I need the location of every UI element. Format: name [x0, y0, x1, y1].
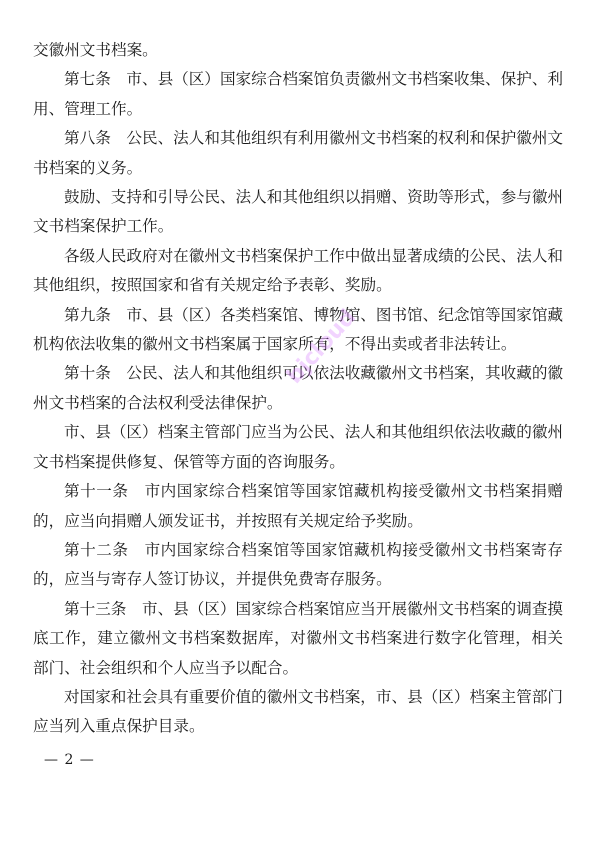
paragraph: 第十一条 市内国家综合档案馆等国家馆藏机构接受徽州文书档案捐赠的，应当向捐赠人颁发证书，并按照有关规定给予奖励。: [33, 482, 563, 530]
paragraph: 第十条 公民、法人和其他组织可以依法收藏徽州文书档案，其收藏的徽州文书档案的合法权利受法律保护。: [33, 364, 564, 412]
paragraph: 第七条 市、县（区）国家综合档案馆负责徽州文书档案收集、保护、利用、管理工作。: [33, 70, 564, 118]
paragraph: 市、县（区）档案主管部门应当为公民、法人和其他组织依法收藏的徽州文书档案提供修复、保管等方面的咨询服务。: [33, 423, 564, 471]
paragraph: 第八条 公民、法人和其他组织有利用徽州文书档案的权利和保护徽州文书档案的义务。: [33, 129, 564, 177]
page-number: — 2 —: [44, 752, 95, 768]
paragraph: 鼓励、支持和引导公民、法人和其他组织以捐赠、资助等形式，参与徽州文书档案保护工作。: [33, 188, 564, 236]
paragraph: 第十二条 市内国家综合档案馆等国家馆藏机构接受徽州文书档案寄存的，应当与寄存人签订协议，并提供免费寄存服务。: [33, 540, 563, 589]
paragraph: 对国家和社会具有重要价值的徽州文书档案，市、县（区）档案主管部门应当列入重点保护目录。: [33, 687, 564, 736]
paragraph: 第九条 市、县（区）各类档案馆、博物馆、图书馆、纪念馆等国家馆藏机构依法收集的徽州文书档案属于国家所有，不得出卖或者非法转让。: [33, 305, 564, 354]
paragraph: 第十三条 市、县（区）国家综合档案馆应当开展徽州文书档案的调查摸底工作，建立徽州文书档案数据库，对徽州文书档案进行数字化管理，相关部门、社会组织和个人应当予以配合。: [33, 599, 564, 677]
paragraph: 各级人民政府对在徽州文书档案保护工作中做出显著成绩的公民、法人和其他组织，按照国家和省有关规定给予表彰、奖励。: [33, 246, 564, 295]
document-body: [33, 36, 563, 742]
paragraph: 交徽州文书档案。: [33, 41, 158, 59]
watermark-logo: bjcloud: [282, 304, 362, 389]
